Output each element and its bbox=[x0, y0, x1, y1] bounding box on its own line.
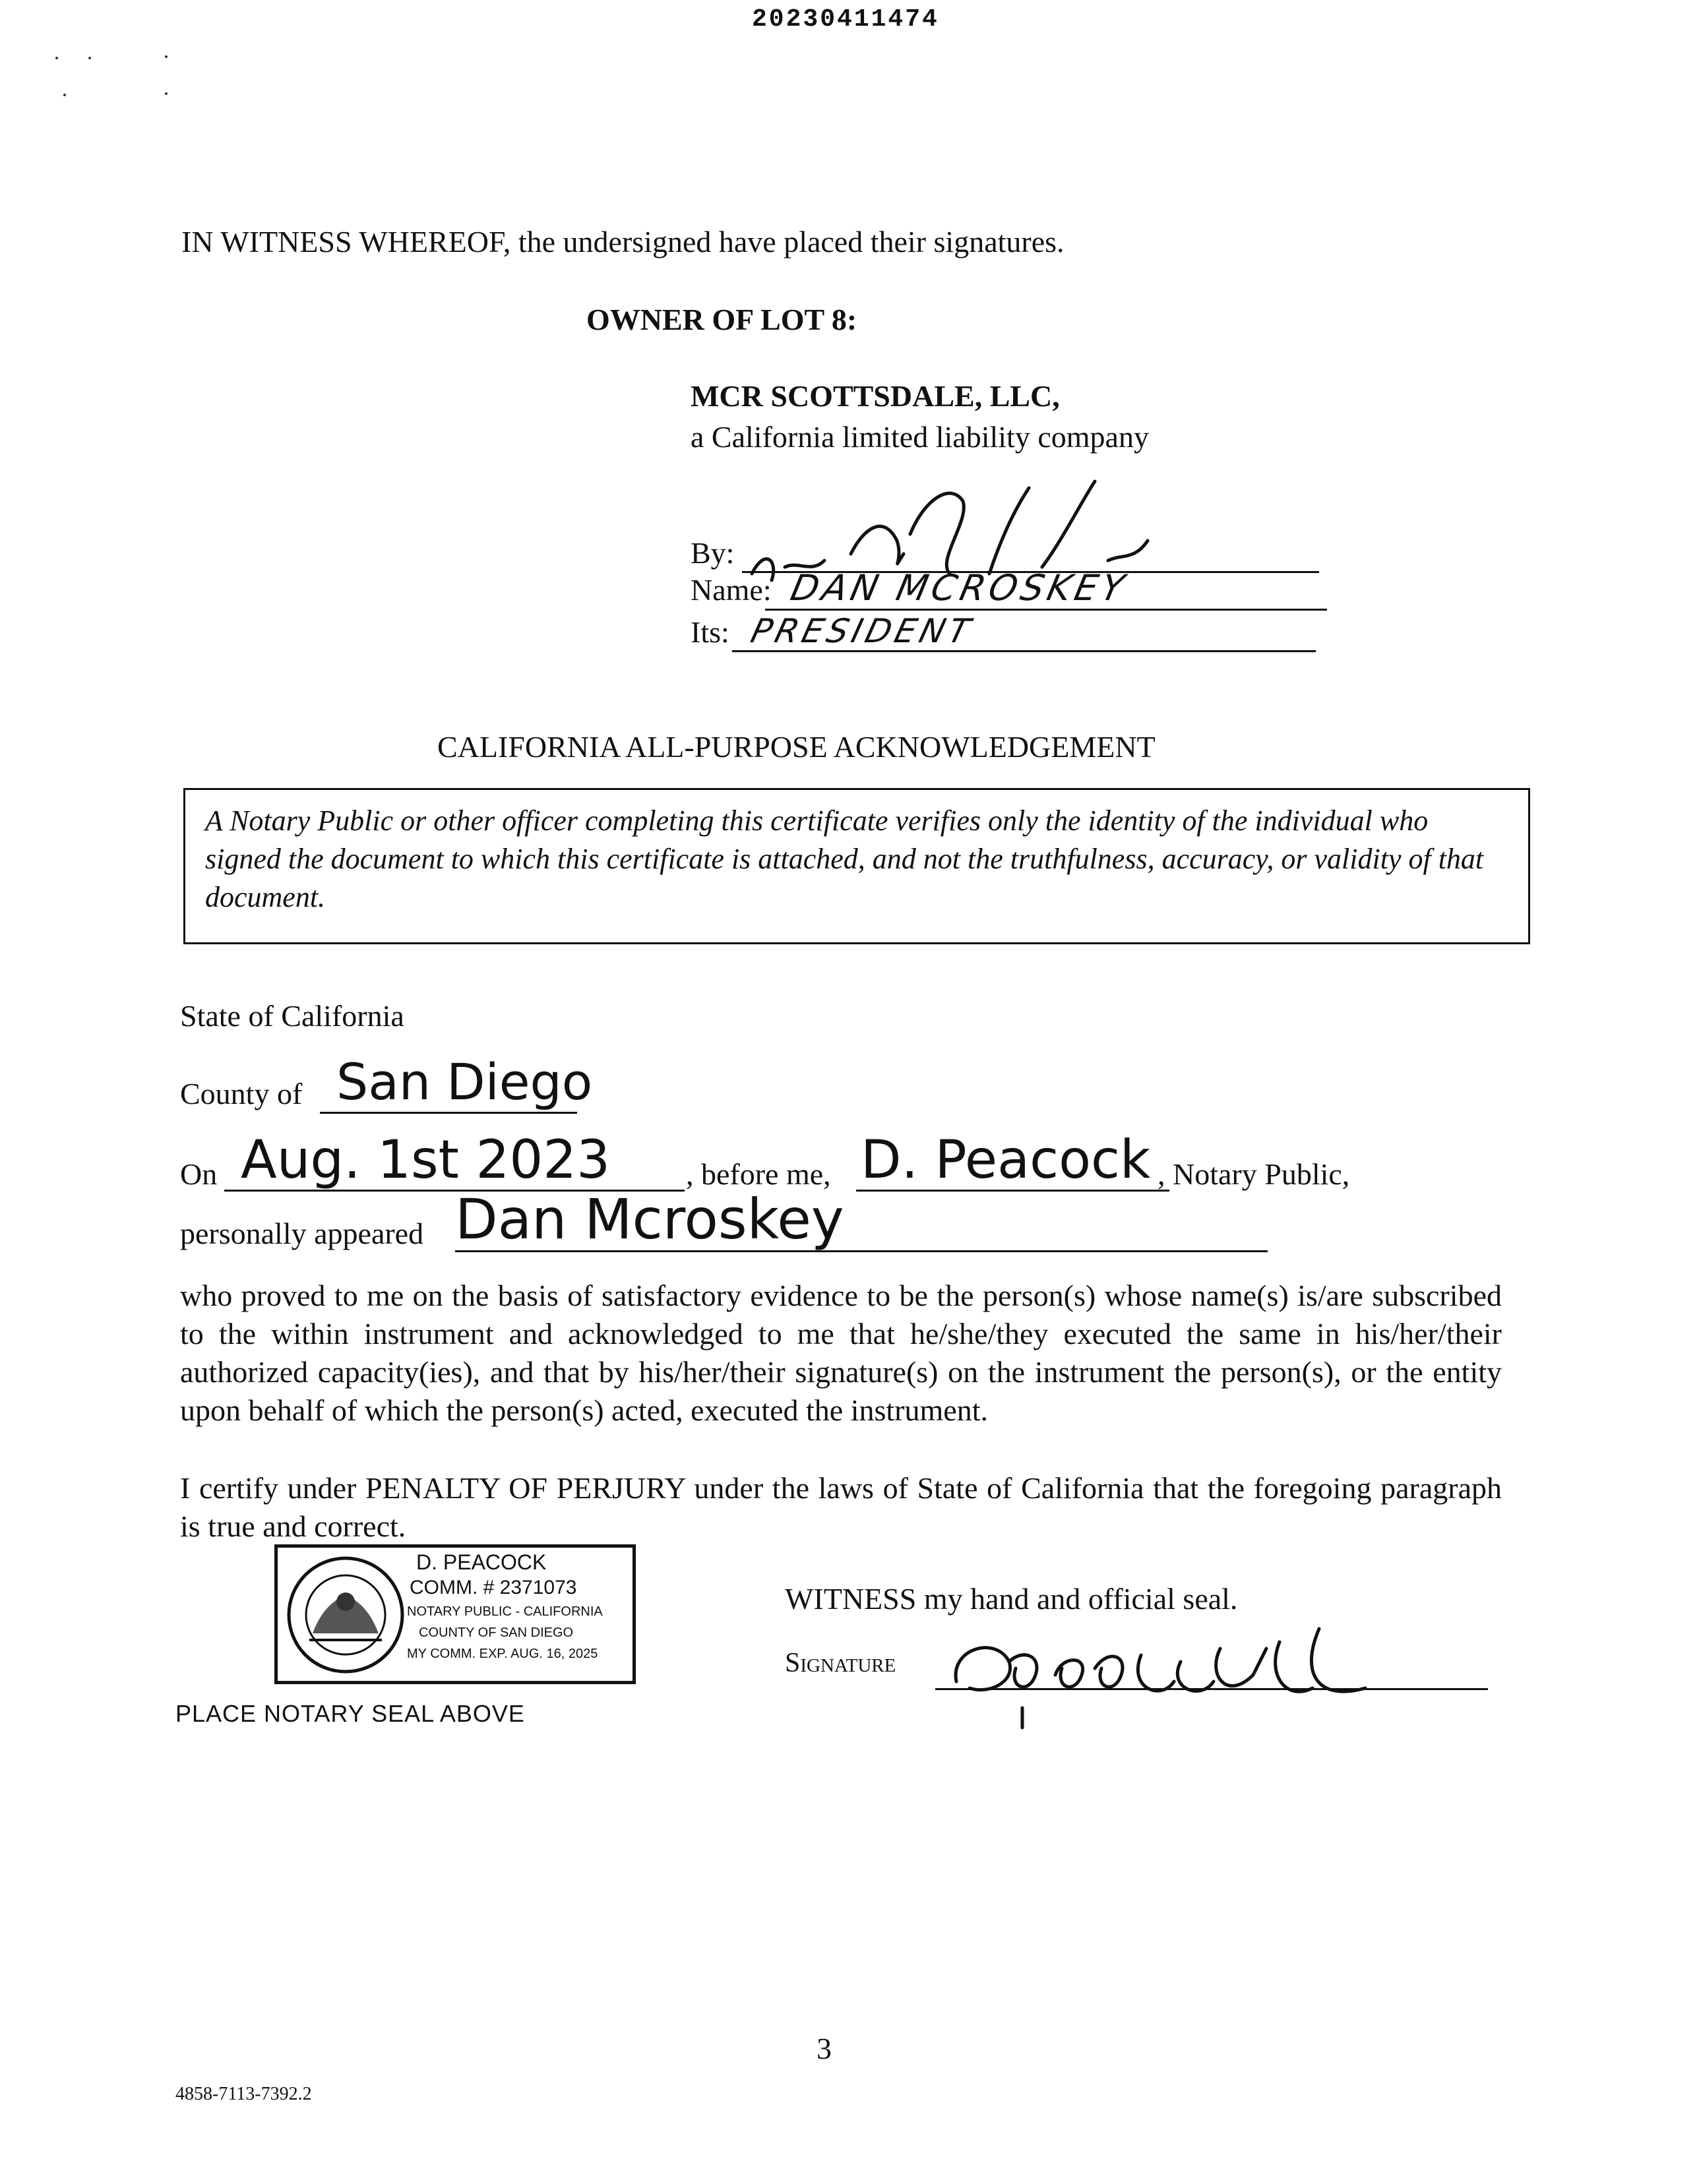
company-description: a California limited liability company bbox=[691, 420, 1149, 454]
disclaimer-text: A Notary Public or other officer completing this certificate verifies only the identity of the individual who signed the document to which this certificate is attached, and not the truthfulness, accuracy, or validity of that document. bbox=[205, 804, 1484, 913]
its-handwritten: PRESIDENT bbox=[747, 612, 978, 650]
appeared-label: personally appeared bbox=[180, 1217, 424, 1250]
scan-speck bbox=[63, 94, 66, 96]
signature-label: Signature bbox=[785, 1648, 896, 1678]
acknowledgement-title: CALIFORNIA ALL-PURPOSE ACKNOWLEDGEMENT bbox=[437, 730, 1156, 764]
witness-hand: WITNESS my hand and official seal. bbox=[785, 1582, 1238, 1616]
seal-title: NOTARY PUBLIC - CALIFORNIA bbox=[407, 1604, 603, 1619]
before-me-label: , before me, bbox=[686, 1157, 831, 1191]
scan-speck bbox=[165, 55, 168, 58]
disclaimer-box bbox=[183, 788, 1530, 944]
document-id: 4858-7113-7392.2 bbox=[175, 2084, 312, 2104]
its-line bbox=[732, 650, 1316, 652]
name-line bbox=[765, 609, 1327, 611]
scan-speck bbox=[55, 57, 58, 59]
seal-notary-name: D. PEACOCK bbox=[416, 1550, 547, 1574]
county-line bbox=[320, 1112, 577, 1114]
proof-paragraph: who proved to me on the basis of satisfactory evidence to be the person(s) whose name(s) is/are subscribed to the within instrument and acknowledged to me that he/she/they executed the same in his/her/their authorized capacity(ies), and that by his/her/their signature(s) on the instrument the person(s), or the entity upon behalf of which the person(s) acted, executed the instrument. bbox=[180, 1279, 1502, 1427]
notary-name-handwritten: D. Peacock bbox=[861, 1129, 1151, 1190]
state-seal-icon bbox=[283, 1554, 408, 1676]
seal-county: COUNTY OF SAN DIEGO bbox=[419, 1625, 574, 1640]
name-label: Name: bbox=[691, 573, 772, 607]
scan-speck bbox=[165, 92, 168, 95]
county-handwritten: San Diego bbox=[336, 1052, 593, 1111]
state-line: State of California bbox=[180, 999, 404, 1033]
notary-signature bbox=[943, 1609, 1385, 1741]
notary-seal-stamp bbox=[274, 1544, 636, 1684]
witness-clause: IN WITNESS WHEREOF, the undersigned have placed their signatures. bbox=[181, 225, 1065, 258]
seal-expiry: MY COMM. EXP. AUG. 16, 2025 bbox=[407, 1647, 598, 1661]
recording-document-number: 20230411474 bbox=[752, 5, 939, 34]
county-label: County of bbox=[180, 1077, 303, 1110]
date-handwritten: Aug. 1st 2023 bbox=[241, 1129, 611, 1190]
appeared-handwritten: Dan Mcroskey bbox=[455, 1187, 844, 1252]
company-name: MCR SCOTTSDALE, LLC, bbox=[691, 379, 1060, 413]
seal-commission: COMM. # 2371073 bbox=[410, 1577, 577, 1598]
on-label: On bbox=[180, 1157, 218, 1191]
owner-heading: OWNER OF LOT 8: bbox=[586, 303, 857, 336]
page-number: 3 bbox=[817, 2032, 832, 2065]
scan-speck bbox=[88, 57, 91, 59]
name-handwritten: DAN MCROSKEY bbox=[787, 567, 1132, 609]
seal-caption: PLACE NOTARY SEAL ABOVE bbox=[175, 1700, 525, 1727]
by-label: By: bbox=[691, 536, 735, 570]
notary-public-label: , Notary Public, bbox=[1158, 1157, 1350, 1191]
its-label: Its: bbox=[691, 615, 729, 649]
perjury-paragraph: I certify under PENALTY OF PERJURY under the laws of State of California that the foregoing paragraph is true and correct. bbox=[180, 1471, 1502, 1543]
